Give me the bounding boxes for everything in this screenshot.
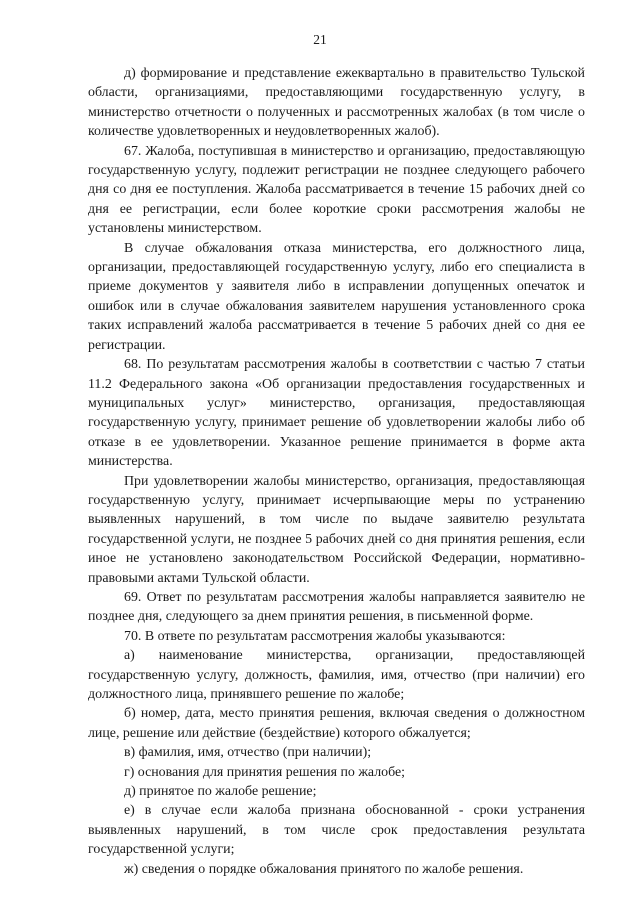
paragraph-69: 69. Ответ по результатам рассмотрения жалобы направляется заявителю не позднее дня, следующего за днем принятия решения, в письменной форме. <box>88 589 585 625</box>
list-item-v: в) фамилия, имя, отчество (при наличии); <box>124 745 372 761</box>
document-body <box>88 64 585 879</box>
list-item-a: а) наименование министерства, организации, предоставляющей государственную услугу, должность, фамилия, имя, отчество (при наличии) его должностного лица, принявшего решение по жалобе; <box>88 648 585 702</box>
list-item-d: д) принятое по жалобе решение; <box>124 784 317 800</box>
paragraph-68: 68. По результатам рассмотрения жалобы в соответствии с частью 7 статьи 11.2 Федерального закона «Об организации предоставления государственных и муниципальных услуг» министерство, организация, предоставляющая государственную услугу, принимает решение об удовлетворении жалобы либо об отказе в ее удовлетворении. Указанное решение принимается в форме акта министерства. <box>88 357 585 470</box>
paragraph-68-satisfaction: При удовлетворении жалобы министерство, организация, предоставляющая государственную услугу, принимает исчерпывающие меры по устранению выявленных нарушений, в том числе по выдаче заявителю результата государственной услуги, не позднее 5 рабочих дней со дня принятия решения, если иное не установлено законодательством Российской Федерации, нормативно-правовыми актами Тульской области. <box>88 473 585 586</box>
page-number: 21 <box>313 32 327 47</box>
list-item-g: г) основания для принятия решения по жалобе; <box>124 764 405 780</box>
paragraph-67: 67. Жалоба, поступившая в министерство и организацию, предоставляющую государственную услугу, подлежит регистрации не позднее следующего рабочего дня со дня ее поступления. Жалоба рассматривается в течение 15 рабочих дней со дня ее регистрации, если более короткие сроки рассмотрения жалобы не установлены министерством. <box>88 143 585 237</box>
list-item-b: б) номер, дата, место принятия решения, включая сведения о должностном лице, решение или действие (бездействие) которого обжалуется; <box>88 706 585 741</box>
paragraph-d-reporting: д) формирование и представление ежеквартально в правительство Тульской области, организациями, предоставляющими государственную услугу, в министерство отчетности о полученных и рассмотренных жалобах (в том числе о количестве удовлетворенных и неудовлетворенных жалоб). <box>88 66 585 140</box>
list-item-e: е) в случае если жалоба признана обоснованной - сроки устранения выявленных нарушений, в том числе срок предоставления результата государственной услуги; <box>88 803 585 858</box>
paragraph-67-refusal: В случае обжалования отказа министерства, его должностного лица, организации, предоставляющей государственную услугу, либо его специалиста в приеме документов у заявителя либо в исправлении допущенных опечаток и ошибок или в случае обжалования заявителем нарушения установленного срока таких исправлений жалоба рассматривается в течение 5 рабочих дней со дня ее регистрации. <box>88 240 585 353</box>
paragraph-70: 70. В ответе по результатам рассмотрения жалобы указываются: <box>124 628 506 644</box>
list-item-zh: ж) сведения о порядке обжалования принятого по жалобе решения. <box>124 861 524 877</box>
